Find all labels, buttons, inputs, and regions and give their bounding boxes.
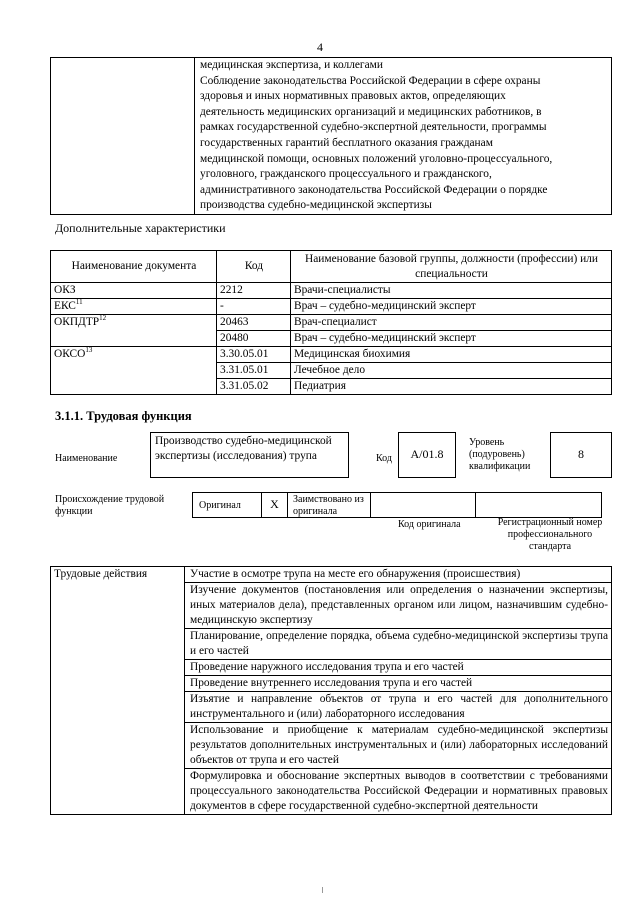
labor-actions-label: Трудовые действия (51, 567, 185, 815)
header-document: Наименование документа (51, 251, 217, 283)
table-header-row (51, 251, 612, 283)
table-row (51, 315, 612, 331)
group-cell: Врач-специалист (291, 315, 612, 331)
footnote-ref: 11 (75, 298, 83, 307)
level-box: 8 (550, 432, 612, 478)
original-code-caption: Код оригинала (398, 519, 461, 530)
section-title: 3.1.1. Трудовая функция (55, 409, 192, 423)
characteristics-table (50, 250, 612, 395)
origin-label: Происхождение трудовой функции (55, 494, 165, 517)
original-cell: Оригинал (192, 492, 262, 518)
code-cell: 20480 (217, 331, 291, 347)
registration-caption: Регистрационный номер профессионального стандарта (497, 517, 603, 552)
function-code-box: A/01.8 (398, 432, 456, 478)
group-cell: Лечебное дело (291, 363, 612, 379)
code-cell: 3.31.05.01 (217, 363, 291, 379)
footnote-ref: 12 (99, 314, 107, 323)
requirements-cell (195, 58, 612, 215)
text-line: уголовного, гражданского процессуального и гражданского, (200, 168, 492, 181)
text-line: Соблюдение законодательства Российской Федерации в сфере охраны (200, 74, 541, 87)
code-cell: 20463 (217, 315, 291, 331)
text-line: деятельность медицинских организаций и медицинских работников, в (200, 105, 542, 118)
requirements-continuation-table (50, 57, 612, 215)
name-label: Наименование (55, 453, 118, 464)
action-item: Планирование, определение порядка, объема судебно-медицинской экспертизы трупа и его частей (185, 629, 612, 660)
additional-characteristics-title: Дополнительные характеристики (55, 221, 226, 235)
code-cell: - (217, 299, 291, 315)
action-item: Изучение документов (постановления или определения о назначении экспертизы, иных материалов дела), представленных органом или лицом, назначившим судебно-медицинскую экспертизу (185, 583, 612, 629)
doc-cell: ОКПДТР$^{12}$ (51, 315, 217, 347)
action-item: Участие в осмотре трупа на месте его обнаружения (происшествия) (185, 567, 612, 583)
action-item: Проведение внутреннего исследования трупа и его частей (185, 676, 612, 692)
group-cell: Врачи-специалисты (291, 283, 612, 299)
code-cell: 3.31.05.02 (217, 379, 291, 395)
group-cell: Педиатрия (291, 379, 612, 395)
header-code: Код (217, 251, 291, 283)
text-line: медицинской помощи, основных положений уголовно-процессуального, (200, 152, 553, 165)
borrowed-cell: Заимствовано из оригинала (287, 492, 371, 518)
table-row (51, 283, 612, 299)
text-line: рамках государственной судебно-экспертной деятельности, программы (200, 121, 547, 134)
page-number: 4 (317, 40, 323, 54)
text-line: здоровья и иных нормативных правовых актов, определяющих (200, 90, 506, 103)
text-line: государственных гарантий бесплатного оказания гражданам (200, 136, 493, 149)
action-item: Проведение наружного исследования трупа и его частей (185, 660, 612, 676)
code-label: Код (376, 453, 392, 464)
registration-number-cell (475, 492, 602, 518)
code-cell: 3.30.05.01 (217, 347, 291, 363)
action-item: Использование и приобщение к материалам судебно-медицинской экспертизы результатов дополнительных инструментальных и (или) лабораторных исследований объектов от трупа и его частей (185, 723, 612, 769)
table-row (51, 347, 612, 363)
header-group-name: Наименование базовой группы, должности (профессии) или специальности (291, 251, 612, 283)
action-item: Изъятие и направление объектов от трупа и его частей для дополнительного инструментального и (или) лабораторного исследования (185, 692, 612, 723)
table-row (51, 299, 612, 315)
level-label: Уровень (подуровень) квалификации (469, 437, 531, 472)
table-row (51, 567, 612, 583)
origin-row (193, 492, 602, 518)
function-name-box: Производство судебно-медицинской экспертизы (исследования) трупа (150, 432, 349, 478)
group-cell: Медицинская биохимия (291, 347, 612, 363)
text-line: производства судебно-медицинской экспертизы (200, 199, 432, 212)
group-cell: Врач – судебно-медицинский эксперт (291, 331, 612, 347)
code-cell: 2212 (217, 283, 291, 299)
empty-label-cell (51, 58, 195, 215)
text-line: административного законодательства Российской Федерации о порядке (200, 183, 548, 196)
original-mark: X (261, 492, 288, 518)
group-cell: Врач – судебно-медицинский эксперт (291, 299, 612, 315)
text-line: медицинская экспертиза, и коллегами (200, 59, 383, 71)
scan-mark (322, 887, 323, 893)
doc-cell: ОКСО$^{13}$ (51, 347, 217, 395)
doc-cell: ЕКС$^{11}$ (51, 299, 217, 315)
action-item: Формулировка и обоснование экспертных выводов в соответствии с требованиями процессуального законодательства Российской Федерации и нормативных правовых документов в сфере государственной судебно-экспертной деятельности (185, 769, 612, 815)
doc-cell: ОКЗ (51, 283, 217, 299)
original-code-cell (370, 492, 476, 518)
labor-actions-table (50, 566, 612, 815)
footnote-ref: 13 (85, 346, 93, 355)
